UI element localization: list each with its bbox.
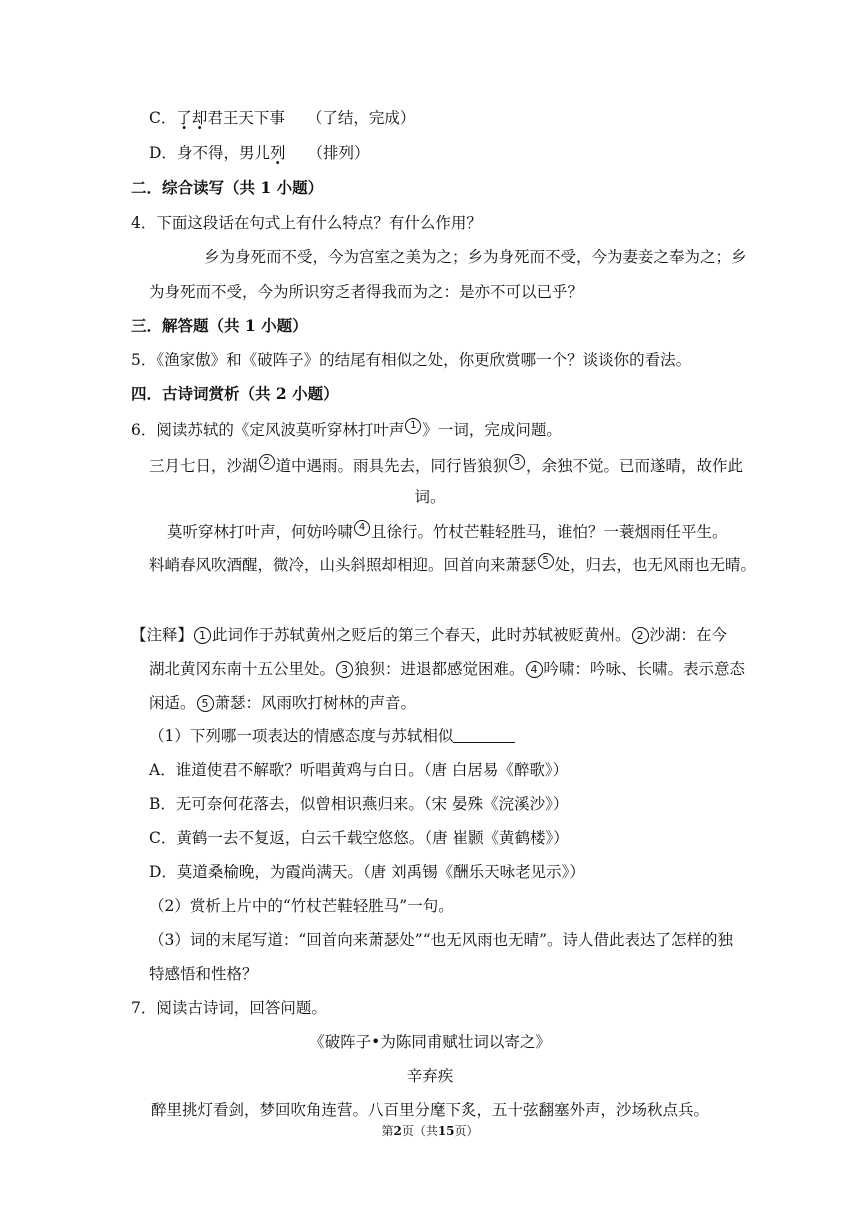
emphasis-char: 列 [269,144,286,162]
question-6-intro: 6．阅读苏轼的《定风波莫听穿林打叶声 1 》一词，完成问题。 [131,420,562,439]
annotation-line-2: 湖北黄冈东南十五公里处。 3 狼狈：进退都感觉困难。 4 吟啸：吟咏、长啸。表示意态 [149,660,746,678]
poem-stanza-2: 料峭春风吹酒醒，微冷，山头斜照却相迎。回首向来萧瑟 5 处，归去，也无风雨也无晴。 [149,555,757,574]
choice-a: A．谁道使君不解歌？听唱黄鸡与白日。（唐 白居易《醉歌》） [149,761,569,779]
page-footer: 第2页（共15页） [381,1124,479,1138]
footnote-marker: 3 [336,661,353,678]
emphasis-char: 却 [191,109,208,127]
sub-question-3-line-2: 特感悟和性格？ [149,965,258,983]
choice-b: B．无可奈何花落去，似曾相识燕归来。（宋 晏殊《浣溪沙》） [149,795,569,813]
poem-stanza-1: 莫听穿林打叶声，何妨吟啸 4 且徐行。竹杖芒鞋轻胜马，谁怕？一蓑烟雨任平生。 [167,522,728,541]
choice-d: D．莫道桑榆晚，为霞尚满天。（唐 刘禹锡《酬乐天咏老见示》） [149,863,585,881]
annotation-line-1: 【注释】 1 此词作于苏轼黄州之贬后的第三个春天，此时苏轼被贬黄州。 2 沙湖：在今 [131,626,728,644]
q4-quote-line-2: 为身死而不受，今为所识穷乏者得我而为之：是亦不可以已乎？ [149,283,584,301]
section-3-heading: 三．解答题（共 1 小题） [131,316,308,335]
question-4: 4．下面这段话在句式上有什么特点？有什么作用？ [131,214,482,232]
footnote-marker: 4 [354,520,370,536]
footnote-marker: 2 [632,627,649,644]
footnote-marker: 1 [405,418,421,434]
sub-question-2: （2）赏析上片中的“竹杖芒鞋轻胜马”一句。 [149,897,454,915]
page-total: 15 [437,1124,455,1138]
emphasis-char: 了 [176,109,192,127]
poem-line-1: 醉里挑灯看剑，梦回吹角连营。八百里分麾下炙，五十弦翻塞外声，沙场秋点兵。 [150,1101,709,1119]
sub-question-1: （1）下列哪一项表达的情感态度与苏轼相似 [149,725,515,747]
footnote-marker: 4 [526,661,543,678]
poem-title: 《破阵子•为陈同甫赋壮词以寄之》 [309,1033,551,1051]
q4-quote-line-1: 乡为身死而不受，今为宫室之美为之；乡为身死而不受，今为妻妾之奉为之；乡 [204,248,747,266]
footnote-marker: 1 [194,627,211,644]
question-7: 7．阅读古诗词，回答问题。 [131,999,327,1017]
footnote-marker: 5 [538,553,554,569]
answer-blank[interactable] [453,728,515,743]
page-number: 2 [393,1124,402,1138]
section-4-heading: 四．古诗词赏析（共 2 小题） [131,384,339,403]
poem-author: 辛弃疾 [406,1067,454,1085]
choice-c: C．黄鹤一去不复返，白云千载空悠悠。（唐 崔颢《黄鹤楼》） [149,829,569,847]
footnote-marker: 5 [197,695,214,712]
annotation-line-3: 闲适。 5 萧瑟：风雨吹打树林的声音。 [149,694,417,712]
sub-question-3-line-1: （3）词的末尾写道：“回首向来萧瑟处”“也无风雨也无晴”。诗人借此表达了怎样的独 [149,931,734,949]
q3-option-d: D．身不得，男儿列 （排列） [149,144,370,162]
poem-preface-line-1: 三月七日，沙湖 2 道中遇雨。雨具先去，同行皆狼狈 3 ，余独不觉。已而遂晴，故作此 [149,456,744,475]
question-5: 5．《渔家傲》和《破阵子》的结尾有相似之处，你更欣赏哪一个？谈谈你的看法。 [131,351,692,369]
poem-preface-end: 词。 [414,488,446,506]
footnote-marker: 3 [509,454,525,470]
footnote-marker: 2 [259,454,275,470]
section-2-heading: 二．综合读写（共 1 小题） [131,178,324,197]
q3-option-c: C．了却君王天下事 （了结，完成） [149,109,416,127]
